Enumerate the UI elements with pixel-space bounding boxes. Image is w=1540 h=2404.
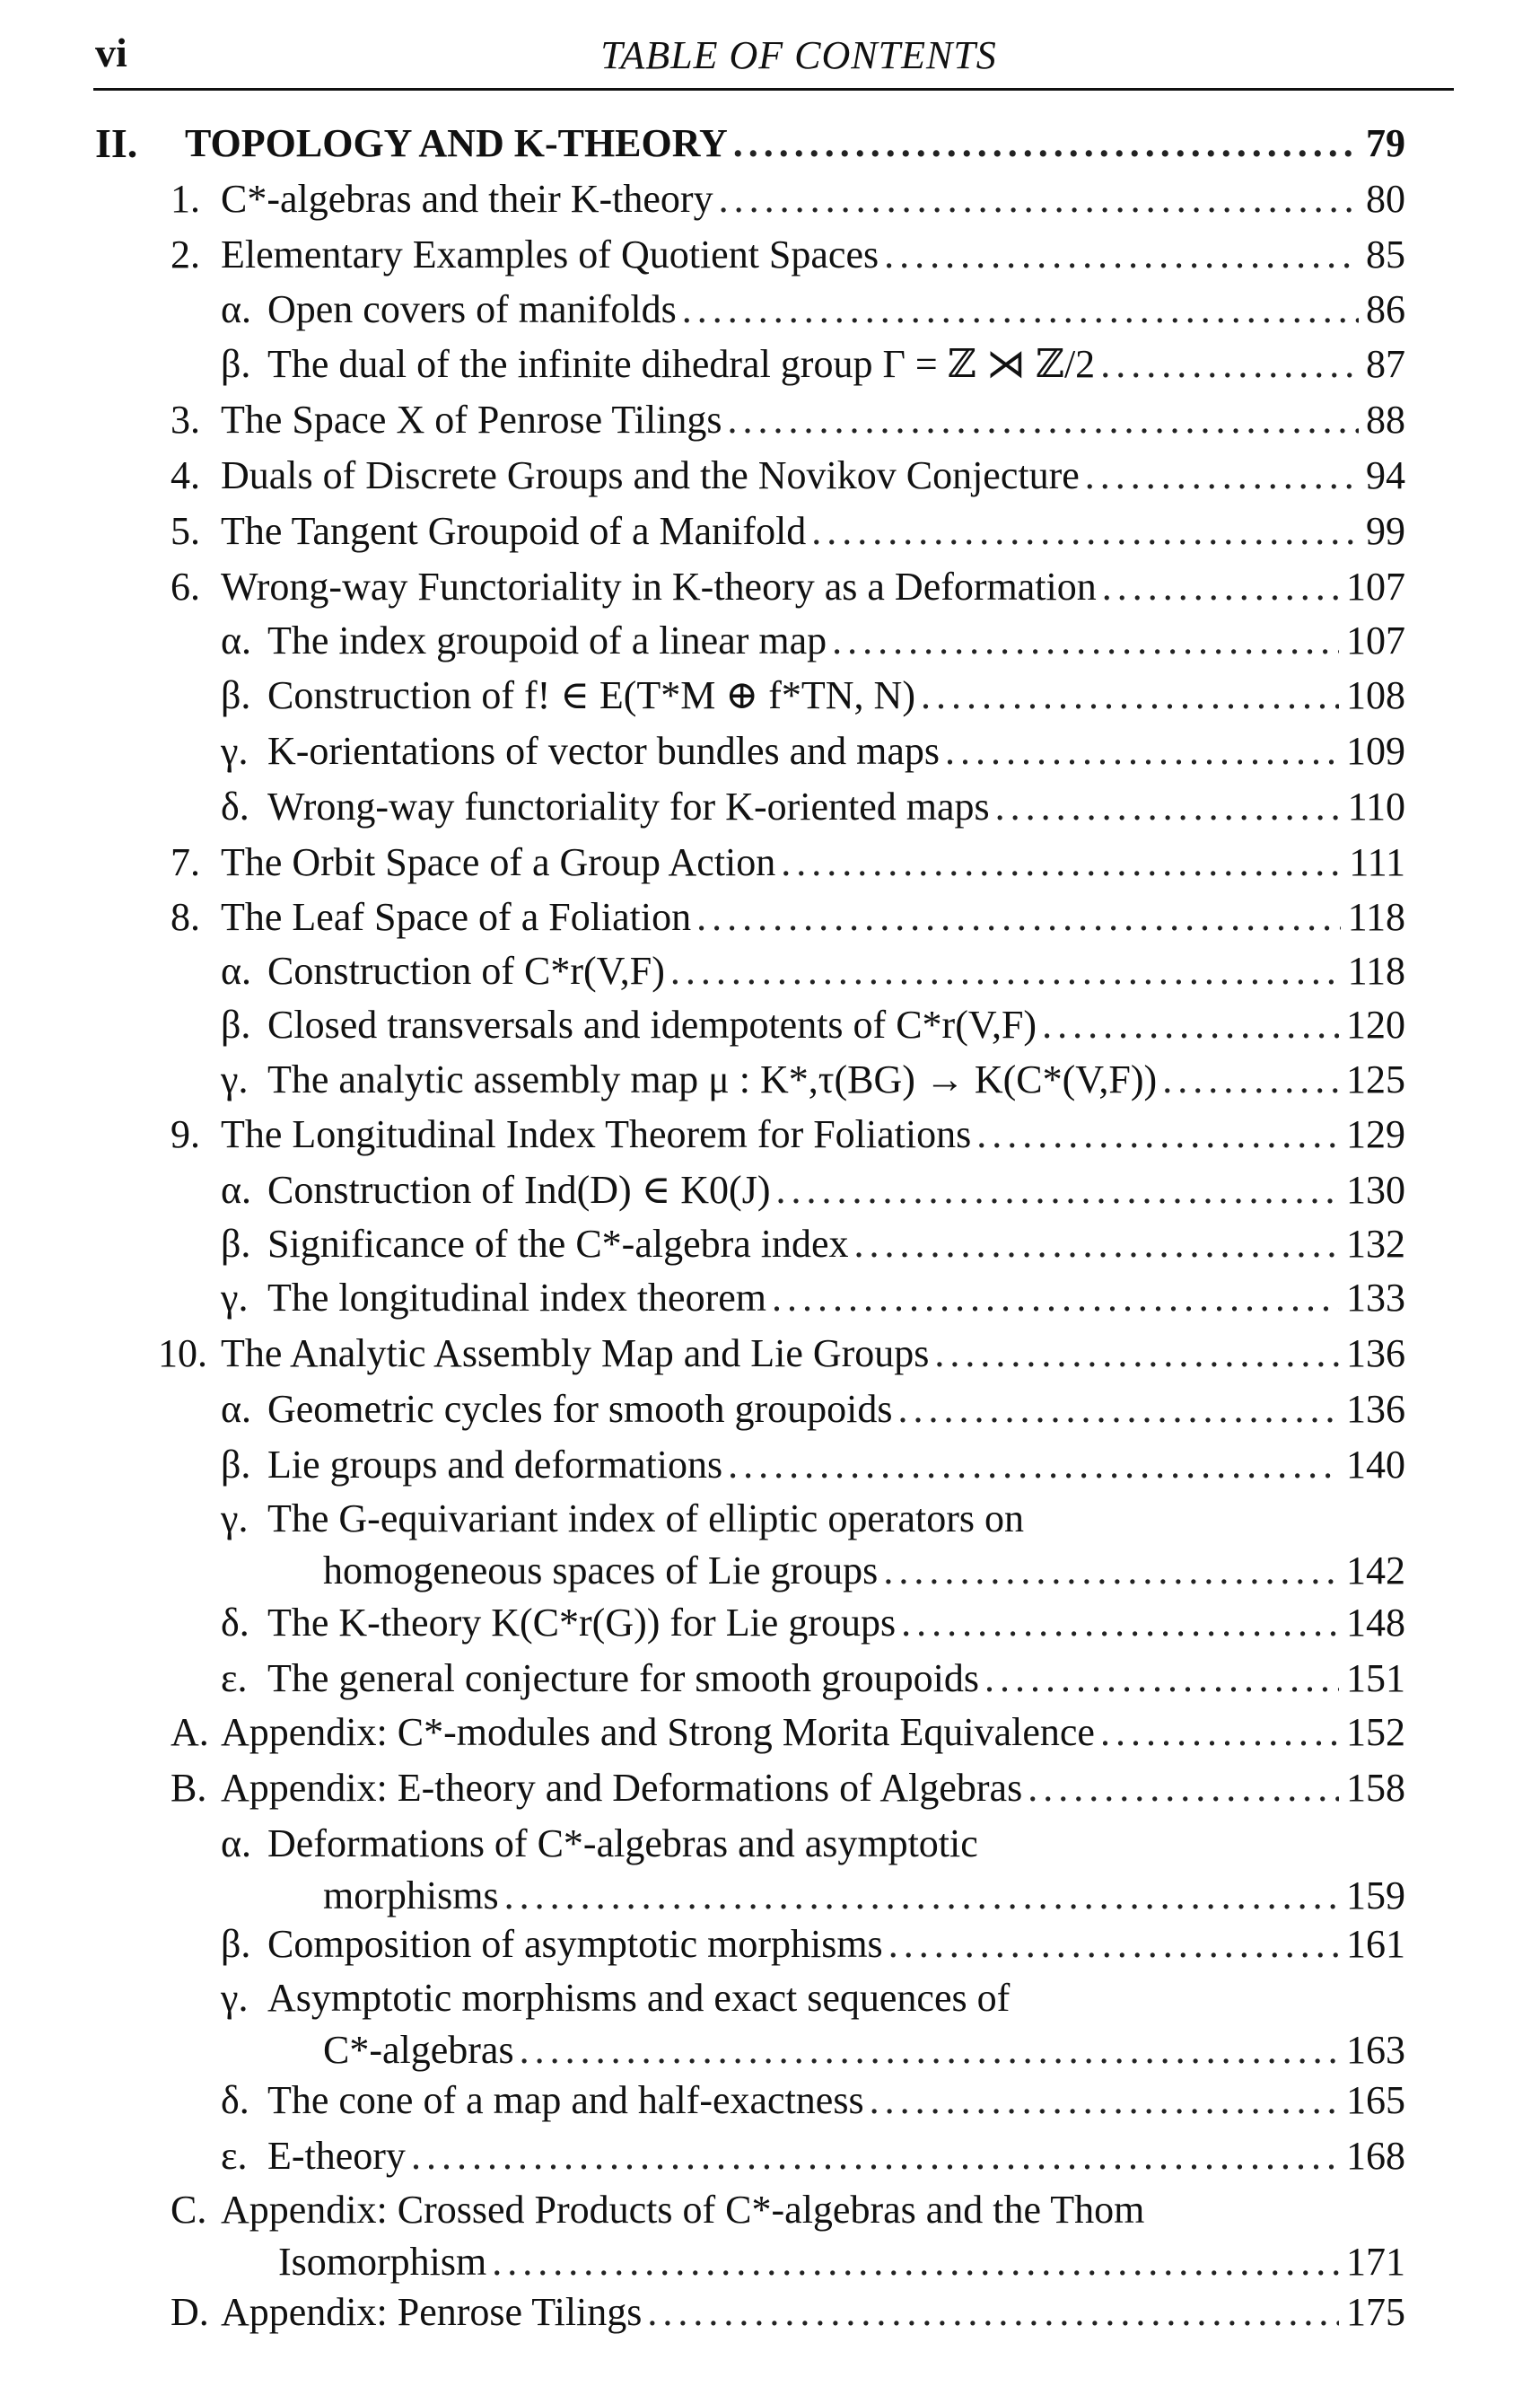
toc-entry[interactable] xyxy=(0,1327,1540,1382)
leader-dots xyxy=(934,1327,1339,1381)
entry-title: The K-theory K(C*r(G)) for Lie groups xyxy=(267,1601,897,1645)
header-rule xyxy=(93,88,1454,91)
leader-dots xyxy=(728,1438,1339,1492)
entry-page: 109 xyxy=(1346,729,1405,773)
entry-page: 94 xyxy=(1366,453,1405,497)
entry-label: 10. xyxy=(158,1331,207,1375)
leader-dots xyxy=(995,780,1341,834)
entry-title-continued: C*-algebras xyxy=(323,2028,514,2072)
leader-dots xyxy=(670,944,1341,998)
toc-entry[interactable] xyxy=(0,669,1540,724)
toc-entry[interactable] xyxy=(0,2183,1540,2293)
leader-dots xyxy=(1100,1706,1339,1759)
entry-label: A. xyxy=(171,1710,209,1754)
entry-title: Asymptotic morphisms and exact sequences of xyxy=(267,1976,1011,2020)
toc-entry[interactable] xyxy=(0,228,1540,284)
entry-label: β. xyxy=(221,1922,251,1966)
toc-entry[interactable] xyxy=(0,724,1540,780)
entry-page: 148 xyxy=(1346,1601,1405,1645)
entry-label: α. xyxy=(221,949,252,993)
leader-dots xyxy=(411,2129,1339,2183)
toc-entry[interactable] xyxy=(0,1163,1540,1219)
entry-label: β. xyxy=(221,1222,251,1266)
toc-entry[interactable] xyxy=(0,1917,1540,1973)
leader-dots xyxy=(682,283,1359,337)
entry-title: Appendix: Crossed Products of C*-algebras and the Thom xyxy=(221,2188,1145,2232)
entry-title: Wrong-way functoriality for K-oriented maps xyxy=(267,785,990,829)
entry-label: ε. xyxy=(221,2134,248,2178)
leader-dots xyxy=(1162,1053,1339,1107)
leader-dots xyxy=(1085,449,1359,503)
entry-page: 80 xyxy=(1366,177,1405,221)
toc-entry[interactable] xyxy=(0,780,1540,836)
entry-page: 111 xyxy=(1349,840,1405,884)
entry-label: γ. xyxy=(221,1976,249,2020)
entry-page: 99 xyxy=(1366,509,1405,553)
entry-page: 175 xyxy=(1346,2290,1405,2334)
leader-dots xyxy=(888,1917,1339,1971)
entry-title: Elementary Examples of Quotient Spaces xyxy=(221,233,879,276)
entry-title: Closed transversals and idempotents of C*r(V,F) xyxy=(267,1003,1037,1047)
entry-page: 120 xyxy=(1346,1003,1405,1047)
leader-dots xyxy=(832,614,1339,668)
entry-title: The analytic assembly map μ : K*,τ(BG) → K(C*(V,F)) xyxy=(267,1057,1158,1101)
toc-entry[interactable] xyxy=(0,998,1540,1054)
entry-page: 86 xyxy=(1366,287,1405,331)
leader-dots xyxy=(772,1271,1339,1325)
leader-dots xyxy=(775,1163,1339,1217)
leader-dots xyxy=(1102,560,1339,614)
entry-label: β. xyxy=(221,673,251,717)
page-header xyxy=(0,0,1540,99)
entry-page: 159 xyxy=(1346,1873,1405,1917)
toc-entry[interactable] xyxy=(0,2129,1540,2185)
entry-title: The general conjecture for smooth groupoids xyxy=(267,1656,979,1700)
entry-page: 132 xyxy=(1346,1222,1405,1266)
entry-title: K-orientations of vector bundles and maps xyxy=(267,729,941,773)
toc-entry[interactable] xyxy=(0,1652,1540,1707)
entry-title: The G-equivariant index of elliptic operators on xyxy=(267,1496,1025,1540)
entry-page: 161 xyxy=(1346,1922,1405,1966)
chapter-title: TOPOLOGY AND K-THEORY xyxy=(185,121,728,165)
leader-dots xyxy=(520,2023,1339,2077)
entry-title: Construction of Ind(D) ∈ K0(J) xyxy=(267,1168,771,1212)
leader-dots xyxy=(883,1544,1339,1598)
toc-entry[interactable] xyxy=(0,1596,1540,1652)
entry-page: 118 xyxy=(1347,895,1405,939)
entry-page: 171 xyxy=(1346,2240,1405,2284)
toc-entry[interactable] xyxy=(0,891,1540,946)
entry-title: Wrong-way Functoriality in K-theory as a Deformation xyxy=(221,565,1097,609)
leader-dots xyxy=(719,172,1359,226)
entry-page: 108 xyxy=(1346,673,1405,717)
leader-dots xyxy=(901,1596,1339,1650)
toc-entry[interactable] xyxy=(0,1271,1540,1327)
entry-page: 87 xyxy=(1366,342,1405,386)
entry-label: α. xyxy=(221,1168,252,1212)
entry-title: The cone of a map and half-exactness xyxy=(267,2078,864,2122)
entry-label: 6. xyxy=(171,565,200,609)
toc-entry[interactable] xyxy=(0,1706,1540,1761)
toc-entry[interactable] xyxy=(0,2286,1540,2341)
leader-dots xyxy=(492,2235,1339,2289)
entry-label: 5. xyxy=(171,509,200,553)
entry-label: γ. xyxy=(221,1057,249,1101)
running-title: TABLE OF CONTENTS xyxy=(600,33,997,77)
entry-label: 3. xyxy=(171,398,200,442)
toc-entry[interactable] xyxy=(0,2074,1540,2129)
entry-page: 125 xyxy=(1346,1057,1405,1101)
entry-page: 130 xyxy=(1346,1168,1405,1212)
entry-title: The index groupoid of a linear map xyxy=(267,619,827,662)
entry-label: α. xyxy=(221,1387,252,1431)
leader-dots xyxy=(945,724,1339,778)
toc-entry[interactable] xyxy=(0,614,1540,670)
entry-title-continued: morphisms xyxy=(323,1873,499,1917)
leader-dots xyxy=(1042,998,1339,1052)
entry-title-continued: homogeneous spaces of Lie groups xyxy=(323,1549,879,1592)
entry-title: Composition of asymptotic morphisms xyxy=(267,1922,883,1966)
entry-title: The longitudinal index theorem xyxy=(267,1276,766,1320)
toc-entry[interactable] xyxy=(0,944,1540,1000)
leader-dots xyxy=(647,2286,1339,2339)
leader-dots xyxy=(984,1652,1339,1706)
leader-dots xyxy=(1028,1761,1339,1815)
page-number: vi xyxy=(95,30,127,75)
toc-entry[interactable] xyxy=(0,560,1540,616)
entry-title: Construction of f! ∈ E(T*M ⊕ f*TN, N) xyxy=(267,673,915,717)
chapter-number: II. xyxy=(95,120,138,166)
entry-page: 110 xyxy=(1347,785,1405,829)
leader-dots xyxy=(733,117,1359,171)
entry-label: α. xyxy=(221,619,252,662)
leader-dots xyxy=(921,669,1339,723)
toc-entry[interactable] xyxy=(0,504,1540,560)
entry-page: 136 xyxy=(1346,1387,1405,1431)
entry-title: The Analytic Assembly Map and Lie Groups xyxy=(221,1331,930,1375)
entry-label: 1. xyxy=(171,177,200,221)
entry-label: 2. xyxy=(171,233,200,276)
toc-entry[interactable] xyxy=(0,1492,1540,1601)
entry-title: Construction of C*r(V,F) xyxy=(267,949,665,993)
leader-dots xyxy=(811,504,1359,558)
entry-label: β. xyxy=(221,1443,251,1487)
entry-title: Duals of Discrete Groups and the Novikov Conjecture xyxy=(221,453,1080,497)
leader-dots xyxy=(781,836,1342,890)
entry-page: 152 xyxy=(1346,1710,1405,1754)
leader-dots xyxy=(696,891,1340,944)
leader-dots xyxy=(504,1869,1339,1923)
entry-label: D. xyxy=(171,2290,209,2334)
entry-title: E-theory xyxy=(267,2134,406,2178)
entry-title: Open covers of manifolds xyxy=(267,287,677,331)
entry-label: 9. xyxy=(171,1112,200,1156)
entry-title: Appendix: C*-modules and Strong Morita Equivalence xyxy=(221,1710,1095,1754)
toc-entry[interactable] xyxy=(0,283,1540,338)
entry-title: The dual of the infinite dihedral group Γ = ℤ ⋊ ℤ/2 xyxy=(267,342,1096,386)
entry-page: 107 xyxy=(1346,565,1405,609)
entry-page: 165 xyxy=(1346,2078,1405,2122)
entry-page: 151 xyxy=(1346,1656,1405,1700)
entry-page: 107 xyxy=(1346,619,1405,662)
chapter-page: 79 xyxy=(1366,121,1405,165)
entry-title: The Longitudinal Index Theorem for Foliations xyxy=(221,1112,972,1156)
leader-dots xyxy=(1100,338,1359,391)
leader-dots xyxy=(870,2074,1339,2128)
entry-label: γ. xyxy=(221,1276,249,1320)
toc-entry[interactable] xyxy=(0,1971,1540,2081)
entry-page: 118 xyxy=(1347,949,1405,993)
entry-title: Appendix: Penrose Tilings xyxy=(221,2290,643,2334)
entry-page: 163 xyxy=(1346,2028,1405,2072)
entry-title-continued: Isomorphism xyxy=(278,2240,487,2284)
chapter-heading[interactable] xyxy=(95,117,1405,172)
entry-label: B. xyxy=(171,1766,207,1810)
toc-entry[interactable] xyxy=(0,393,1540,449)
entry-label: 4. xyxy=(171,453,200,497)
toc-entry[interactable] xyxy=(0,1438,1540,1494)
toc-entry[interactable] xyxy=(0,1761,1540,1817)
entry-page: 140 xyxy=(1346,1443,1405,1487)
entry-page: 129 xyxy=(1346,1112,1405,1156)
entry-label: β. xyxy=(221,342,251,386)
entry-title: The Leaf Space of a Foliation xyxy=(221,895,692,939)
entry-title: C*-algebras and their K-theory xyxy=(221,177,713,221)
entry-label: δ. xyxy=(221,785,249,829)
leader-dots xyxy=(976,1108,1339,1162)
entry-label: C. xyxy=(171,2188,207,2232)
entry-title: The Orbit Space of a Group Action xyxy=(221,840,776,884)
entry-title: Geometric cycles for smooth groupoids xyxy=(267,1387,893,1431)
entry-label: 8. xyxy=(171,895,200,939)
entry-title: Appendix: E-theory and Deformations of Algebras xyxy=(221,1766,1023,1810)
toc-entry[interactable] xyxy=(0,836,1540,891)
entry-title: The Tangent Groupoid of a Manifold xyxy=(221,509,807,553)
entry-label: α. xyxy=(221,1821,252,1865)
entry-label: β. xyxy=(221,1003,251,1047)
entry-label: γ. xyxy=(221,1496,249,1540)
toc-entry[interactable] xyxy=(0,172,1540,228)
entry-title: The Space X of Penrose Tilings xyxy=(221,398,722,442)
entry-label: δ. xyxy=(221,1601,249,1645)
entry-label: ε. xyxy=(221,1656,248,1700)
entry-page: 142 xyxy=(1346,1549,1405,1592)
entry-title: Deformations of C*-algebras and asymptotic xyxy=(267,1821,978,1865)
entry-page: 133 xyxy=(1346,1276,1405,1320)
toc-entry[interactable] xyxy=(0,1053,1540,1109)
toc-entry[interactable] xyxy=(0,1108,1540,1163)
leader-dots xyxy=(854,1217,1339,1271)
leader-dots xyxy=(728,393,1359,447)
entry-page: 88 xyxy=(1366,398,1405,442)
toc-entry[interactable] xyxy=(0,338,1540,393)
toc-entry[interactable] xyxy=(0,449,1540,504)
entry-label: α. xyxy=(221,287,252,331)
toc-entry[interactable] xyxy=(0,1382,1540,1438)
leader-dots xyxy=(884,228,1359,282)
entry-title: Lie groups and deformations xyxy=(267,1443,723,1487)
entry-page: 158 xyxy=(1346,1766,1405,1810)
entry-page: 168 xyxy=(1346,2134,1405,2178)
entry-page: 136 xyxy=(1346,1331,1405,1375)
entry-title: Significance of the C*-algebra index xyxy=(267,1222,849,1266)
toc-entry[interactable] xyxy=(0,1217,1540,1273)
entry-label: γ. xyxy=(221,729,249,773)
leader-dots xyxy=(898,1382,1339,1436)
entry-label: δ. xyxy=(221,2078,249,2122)
toc-entry[interactable] xyxy=(0,1817,1540,1926)
entry-label: 7. xyxy=(171,840,200,884)
entry-page: 85 xyxy=(1366,233,1405,276)
